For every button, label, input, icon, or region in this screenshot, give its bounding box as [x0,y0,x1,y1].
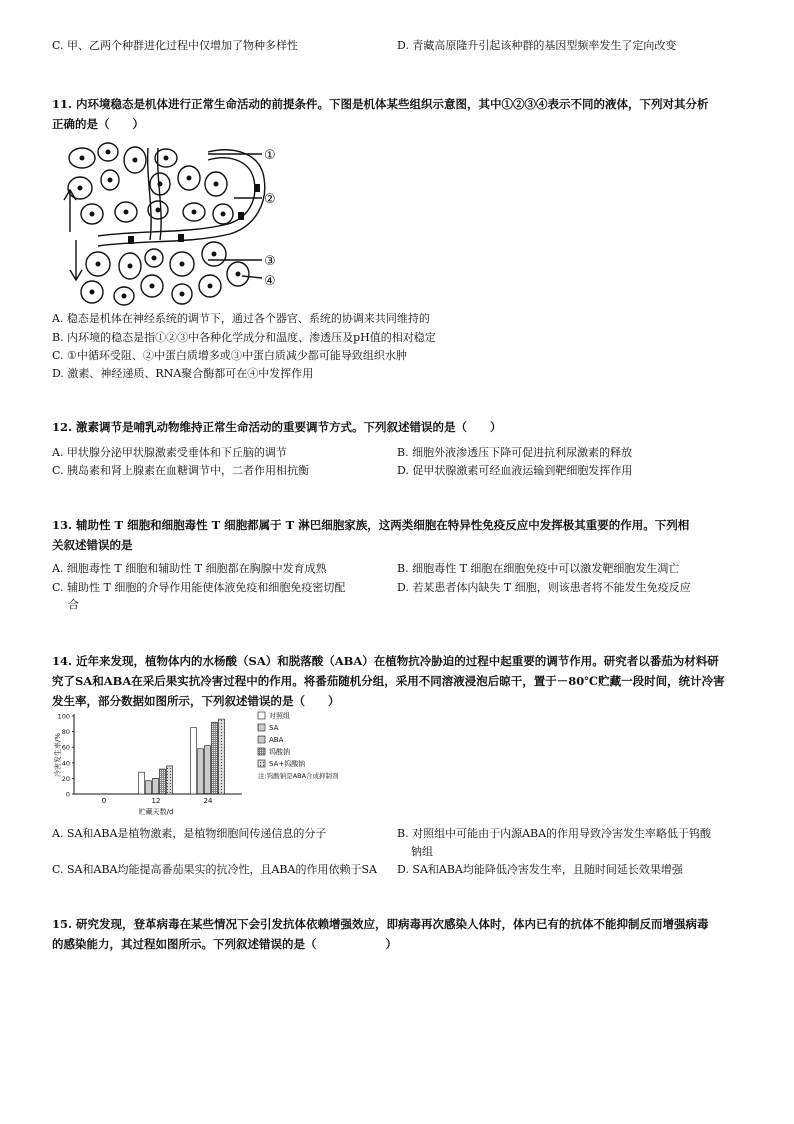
q14-option-b-line2: 钠组 [411,845,433,858]
q14-stem-line3: 发生率，部分数据如图所示，下列叙述错误的是（ ） [52,694,340,708]
chart-y-axis-label: 冷害发生率/% [54,732,62,778]
q11-option-b: B. 内环境的稳态是指①②③中各种化学成分和温度、渗透压及pH值的相对稳定 [52,331,436,344]
chart-legend-label: 钨酸钠 [269,748,290,756]
chart-bar [160,769,166,794]
q11-stem-line2: 正确的是（ ） [52,117,144,131]
chart-legend-label: SA+钨酸钠 [269,760,306,768]
chart-x-tick-label: 0 [101,797,107,805]
diagram-label-1: ① [264,148,276,163]
chart-legend-swatch [258,748,265,755]
chart-note: 注:钨酸钠是ABA合成抑制剂 [258,772,339,780]
q11-option-c: C. ①中循环受阻、②中蛋白质增多或③中蛋白质减少都可能导致组织水肿 [52,349,407,362]
q13-stem-line1: 13. 辅助性 T 细胞和细胞毒性 T 细胞都属于 T 淋巴细胞家族，这两类细胞在特异性免疫反应中发挥极其重要的作用。下列相 [52,518,690,532]
diagram-label-3: ③ [264,254,276,269]
q12-option-b: B. 细胞外液渗透压下降可促进抗利尿激素的释放 [397,446,633,459]
chart-legend-label: 对照组 [269,712,290,720]
chart-y-tick-label: 40 [61,759,70,768]
chart-y-tick-label: 60 [61,743,70,752]
q11-option-a: A. 稳态是机体在神经系统的调节下，通过各个器官、系统的协调来共同维持的 [52,312,430,325]
chart-bar [219,719,225,794]
chart-bar [167,766,173,794]
q14-stem-line1: 14. 近年来发现，植物体内的水杨酸（SA）和脱落酸（ABA）在植物抗冷胁迫的过程中起重要的调节作用。研究者以番茄为材料研 [52,654,719,668]
chart-bar [139,772,145,794]
chart-bar [205,746,211,794]
chart-x-axis-label: 贮藏天数/d [138,808,174,816]
diagram-label-2: ② [264,192,276,207]
q13-option-c-line2: 合 [68,598,79,611]
q14-stem-line2: 究了SA和ABA在采后果实抗冷害过程中的作用。将番茄随机分组，采用不同溶液浸泡后晾干，置于－80℃贮藏一段时间，统计冷害 [52,674,725,688]
prev-option-c: C. 甲、乙两个种群进化过程中仅增加了物种多样性 [52,39,299,52]
q11-option-d: D. 激素、神经递质、RNA聚合酶都可在④中发挥作用 [52,367,314,380]
q14-option-b-line1: B. 对照组中可能由于内源ABA的作用导致冷害发生率略低于钨酸 [397,827,712,840]
q12-option-a: A. 甲状腺分泌甲状腺激素受垂体和下丘脑的调节 [52,446,287,459]
chart-x-tick-label: 12 [151,797,161,805]
q13-option-c-line1: C. 辅助性 T 细胞的介导作用能使体液免疫和细胞免疫密切配 [52,581,346,594]
chart-y-tick-label: 100 [57,712,70,721]
q13-stem-line2: 关叙述错误的是 [52,538,133,552]
q15-stem-line2: 的感染能力，其过程如图所示。下列叙述错误的是（ ） [52,937,397,951]
q11-stem-line1: 11. 内环境稳态是机体进行正常生命活动的前提条件。下图是机体某些组织示意图，其中①②③④表示不同的液体，下列对其分析 [52,97,709,111]
chart-legend-label: ABA [269,736,284,744]
cold-damage-chart [52,710,382,820]
chart-legend-swatch [258,736,265,743]
q13-option-b: B. 细胞毒性 T 细胞在细胞免疫中可以激发靶细胞发生凋亡 [397,562,680,575]
chart-legend-swatch [258,712,265,719]
chart-y-tick-label: 80 [61,728,70,737]
chart-legend-swatch [258,724,265,731]
q12-option-d: D. 促甲状腺激素可经血液运输到靶细胞发挥作用 [397,464,633,477]
prev-option-d: D. 青藏高原隆升引起该种群的基因型频率发生了定向改变 [397,39,677,52]
q12-option-c: C. 胰岛素和肾上腺素在血糖调节中，二者作用相抗衡 [52,464,310,477]
q14-option-c: C. SA和ABA均能提高番茄果实的抗冷性，且ABA的作用依赖于SA [52,863,377,876]
chart-legend-label: SA [269,724,279,732]
chart-bar [146,781,152,794]
q12-stem: 12. 激素调节是哺乳动物维持正常生命活动的重要调节方式。下列叙述错误的是（ ） [52,420,502,434]
q15-stem-line1: 15. 研究发现，登革病毒在某些情况下会引发抗体依赖增强效应，即病毒再次感染人体时，体内已有的抗体不能抑制反而增强病毒 [52,917,709,931]
q13-option-a: A. 细胞毒性 T 细胞和辅助性 T 细胞都在胸腺中发育成熟 [52,562,327,575]
chart-bar [212,722,218,794]
diagram-label-4: ④ [264,274,276,289]
chart-y-tick-label: 20 [61,774,70,783]
chart-bar [153,778,159,794]
tissue-diagram [58,140,298,310]
chart-x-tick-label: 24 [203,797,213,805]
q14-option-a: A. SA和ABA是植物激素，是植物细胞间传递信息的分子 [52,827,327,840]
chart-legend-swatch [258,760,265,767]
q14-option-d: D. SA和ABA均能降低冷害发生率，且随时间延长效果增强 [397,863,683,876]
q13-option-d: D. 若某患者体内缺失 T 细胞，则该患者将不能发生免疫反应 [397,581,691,594]
chart-bar [198,749,204,794]
chart-y-tick-label: 0 [65,790,70,799]
chart-bar [191,728,197,794]
